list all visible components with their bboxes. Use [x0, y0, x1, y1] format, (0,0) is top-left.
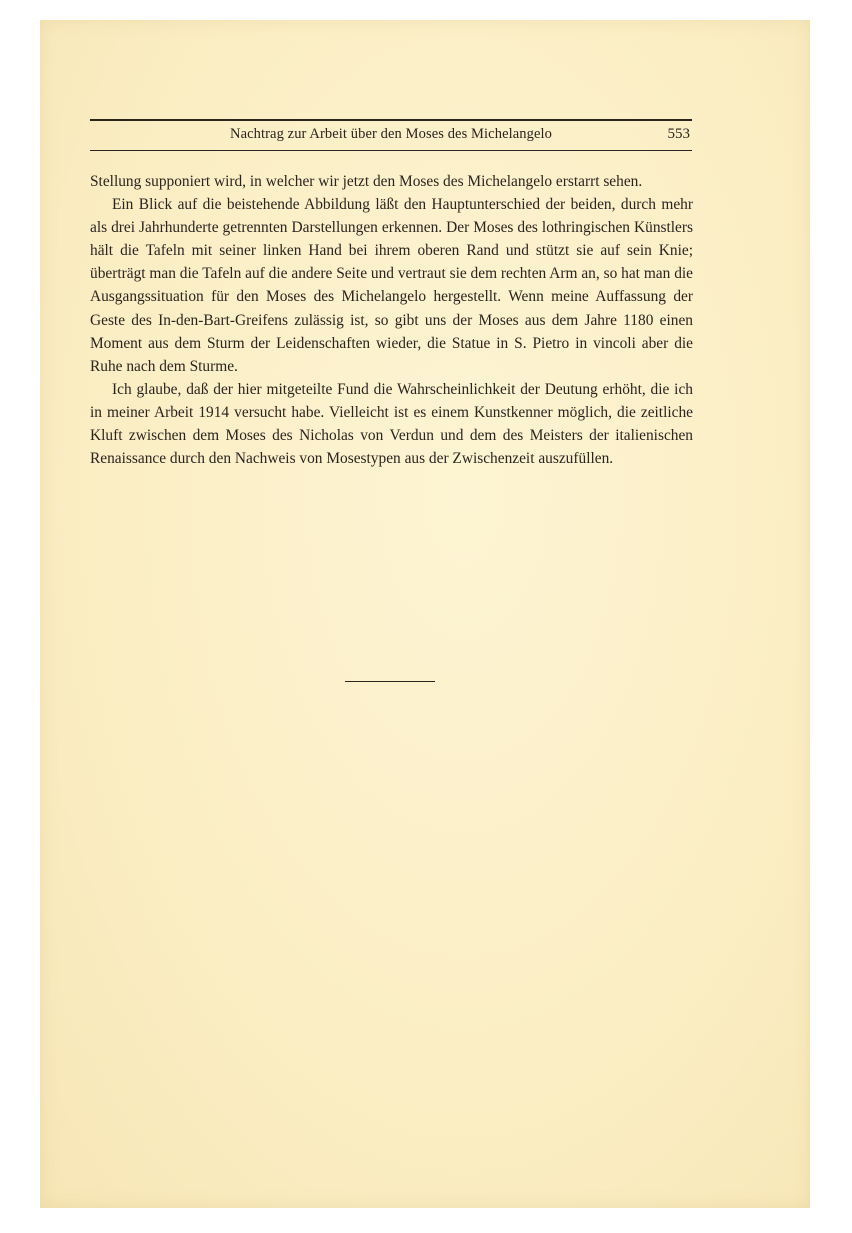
- section-end-rule: [345, 681, 435, 682]
- paragraph-comparison: Ein Blick auf die beistehende Abbildung läßt den Hauptunterschied der beiden, durch mehr als drei Jahrhunderte getrennten Darstellungen erkennen. Der Moses des lothringischen Künstlers hält die Tafeln mit seiner linken Hand bei ihrem oberen Rand und stützt sie auf sein Knie; überträgt man die Tafeln auf die andere Seite und vertraut sie dem rechten Arm an, so hat man die Ausgangssituation für den Moses des Michelangelo hergestellt. Wenn meine Auffassung der Geste des In-den-Bart-Greifens zulässig ist, so gibt uns der Moses aus dem Jahre 1180 einen Moment aus dem Sturm der Leidenschaften wieder, die Statue in S. Pietro in vincoli aber die Ruhe nach dem Sturme.: [90, 196, 693, 375]
- page-number: 553: [667, 126, 690, 142]
- paragraph-continuation: Stellung supponiert wird, in welcher wir jetzt den Moses des Michelangelo erstarrt sehen.: [90, 173, 643, 190]
- book-page: [40, 20, 810, 1208]
- running-head-title: Nachtrag zur Arbeit über den Moses des Michelangelo: [230, 126, 552, 142]
- paragraph-conclusion: Ich glaube, daß der hier mitgeteilte Fund die Wahrscheinlichkeit der Deutung erhöht, die ich in meiner Arbeit 1914 versucht habe. Vielleicht ist es einem Kunstkenner möglich, die zeitliche Kluft zwischen dem Moses des Nicholas von Verdun und dem des Meisters der italienischen Renaissance durch den Nachweis von Mosestypen aus der Zwischenzeit auszufüllen.: [90, 380, 693, 468]
- running-head: [90, 119, 692, 151]
- body-text: [90, 170, 693, 470]
